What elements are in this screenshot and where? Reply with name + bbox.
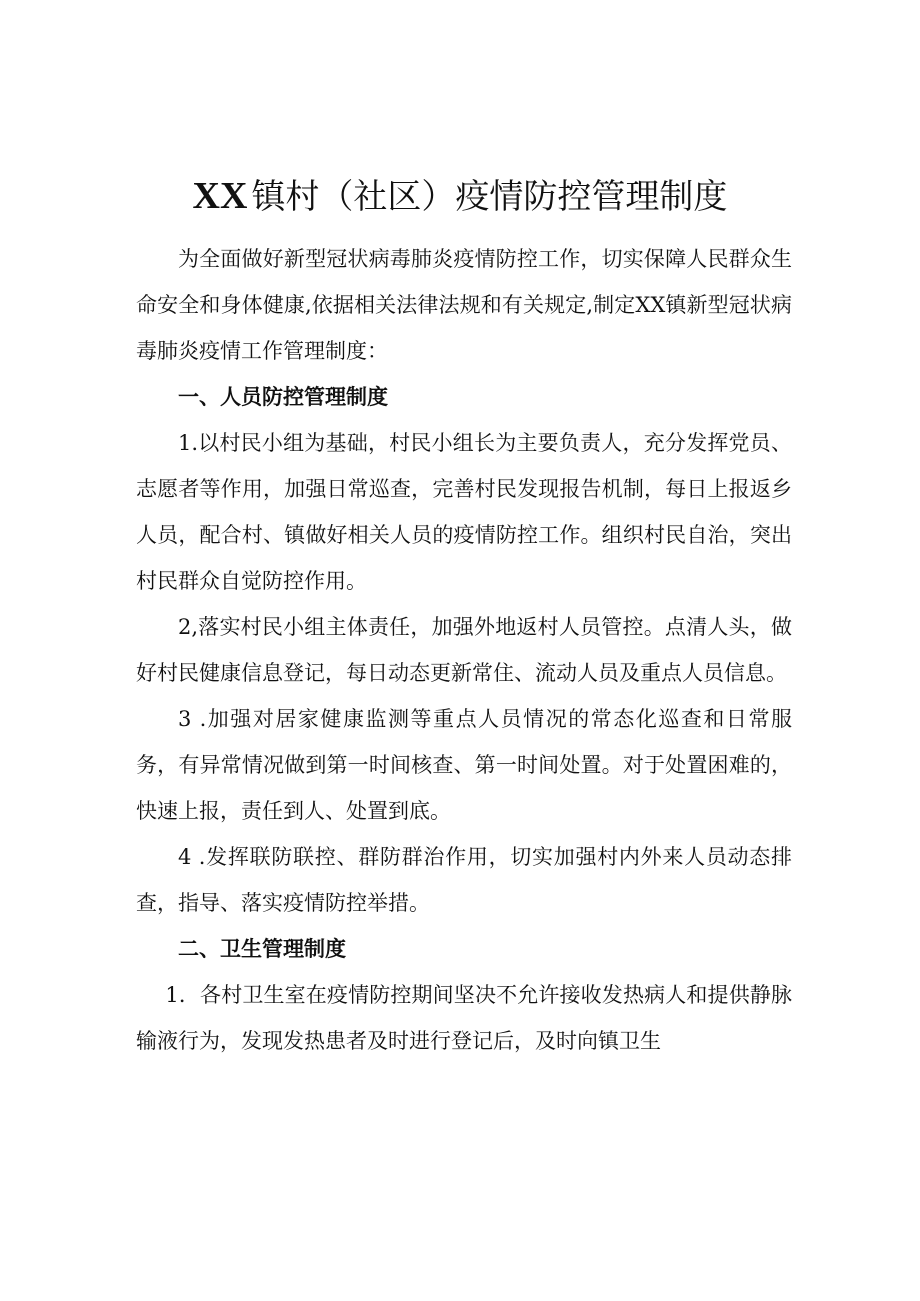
title-text: 镇村（社区）疫情防控管理制度 bbox=[251, 177, 728, 217]
personnel-item-4: 4 .发挥联防联控、群防群治作用，切实加强村内外来人员动态排查，指导、落实疫情防控举措。 bbox=[136, 845, 792, 915]
title-prefix: XX bbox=[192, 175, 248, 217]
document-body bbox=[136, 236, 792, 1064]
page-title bbox=[0, 168, 920, 225]
health-item-1: 1．各村卫生室在疫情防控期间坚决不允许接收发热病人和提供静脉输液行为，发现发热患者及时进行登记后，及时向镇卫生 bbox=[136, 983, 792, 1053]
section-heading-health: 二、卫生管理制度 bbox=[178, 936, 346, 961]
personnel-item-2: 2,落实村民小组主体责任，加强外地返村人员管控。点清人头，做好村民健康信息登记，每日动态更新常住、流动人员及重点人员信息。 bbox=[136, 615, 792, 685]
personnel-item-1: 1.以村民小组为基础，村民小组长为主要负责人，充分发挥党员、志愿者等作用，加强日常巡查，完善村民发现报告机制，每日上报返乡人员，配合村、镇做好相关人员的疫情防控工作。组织村民自治，突出村民群众自觉防控作用。 bbox=[136, 431, 792, 593]
intro-paragraph: 为全面做好新型冠状病毒肺炎疫情防控工作，切实保障人民群众生命安全和身体健康,依据相关法律法规和有关规定,制定XX镇新型冠状病毒肺炎疫情工作管理制度： bbox=[136, 247, 792, 363]
personnel-item-3: 3 .加强对居家健康监测等重点人员情况的常态化巡查和日常服务，有异常情况做到第一时间核查、第一时间处置。对于处置困难的，快速上报，责任到人、处置到底。 bbox=[136, 707, 792, 823]
section-heading-personnel: 一、人员防控管理制度 bbox=[178, 384, 388, 409]
